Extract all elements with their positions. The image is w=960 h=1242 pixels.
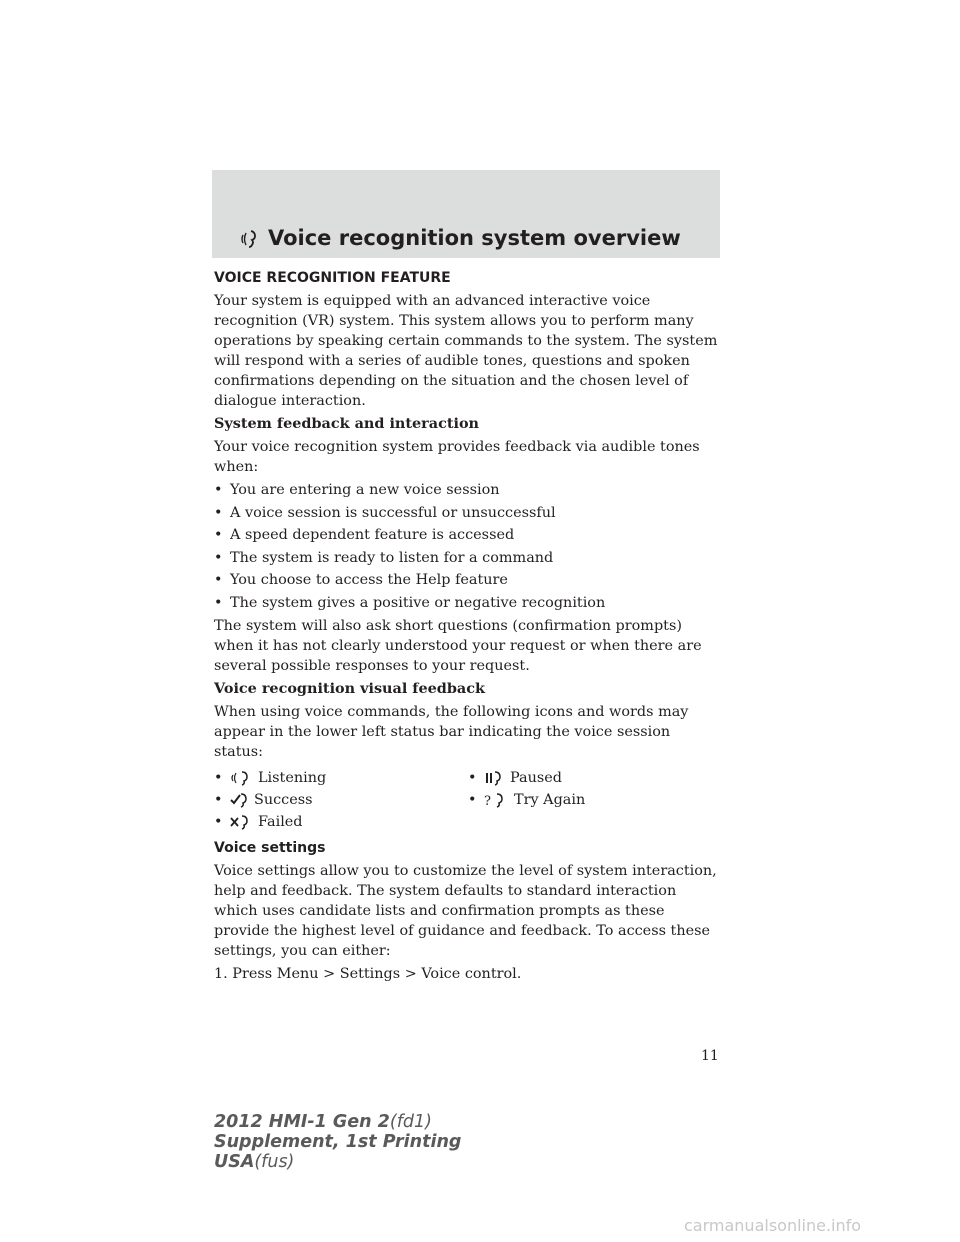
list-item: • A voice session is successful or unsuccessful [214,504,556,521]
feedback-outro: The system will also ask short questions (confirmation prompts) when it has not clearly understood your request or when there are several possible responses to your request. [214,617,702,674]
paused-icon [484,769,504,787]
footer-line-1: 2012 HMI-1 Gen 2(fd1) [214,1112,432,1132]
status-item-paused: • Paused [468,769,562,786]
page-content [214,268,720,987]
settings-step: 1. Press Menu > Settings > Voice control. [214,965,522,982]
feedback-list [214,480,720,613]
status-item-success: • Success [214,791,313,808]
page-number: 11 [701,1048,719,1064]
settings-heading: Voice settings [214,839,326,856]
footer-line-2: Supplement, 1st Printing [214,1132,462,1152]
listening-icon [230,769,252,787]
status-item-failed: • Failed [214,813,303,830]
voice-icon [240,227,258,249]
list-item: • The system is ready to listen for a command [214,549,554,566]
header-title-text: Voice recognition system overview [268,226,681,250]
feedback-heading: System feedback and interaction [214,415,480,432]
feature-heading: VOICE RECOGNITION FEATURE [214,270,451,286]
try-again-icon [484,791,508,809]
status-item-listening: • Listening [214,769,327,786]
list-item: • A speed dependent feature is accessed [214,527,515,543]
list-item: • The system gives a positive or negative recognition [214,594,606,611]
settings-paragraph: Voice settings allow you to customize the level of system interaction, help and feedback. The system defaults to standard interaction which uses candidate lists and confirmation prompts as these provide the highest level of guidance and feedback. To access these settings, you can either: [214,862,717,959]
list-item: • You are entering a new voice session [214,482,500,498]
feature-paragraph: Your system is equipped with an advanced interactive voice recognition (VR) system. This system allows you to perform many operations by speaking certain commands to the system. The system will respond with a series of audible tones, questions and spoken confirmations depending on the situation and the chosen level of dialogue interaction. [214,293,718,409]
visual-heading: Voice recognition visual feedback [214,679,485,697]
feedback-intro: Your voice recognition system provides feedback via audible tones when: [214,439,700,475]
print-footer [214,1112,461,1172]
visual-intro: When using voice commands, the following icons and words may appear in the lower left status bar indicating the voice session status: [214,703,689,760]
watermark: carmanualsonline.info [684,1216,862,1235]
failed-icon [230,813,252,831]
status-icon-list [214,768,720,832]
status-item-try-again: • ? Try Again [468,791,586,809]
footer-line-3: USA(fus) [214,1152,295,1172]
section-header [240,226,681,250]
list-item: • You choose to access the Help feature [214,572,508,588]
success-icon [230,791,248,809]
svg-text:?: ? [484,793,491,809]
